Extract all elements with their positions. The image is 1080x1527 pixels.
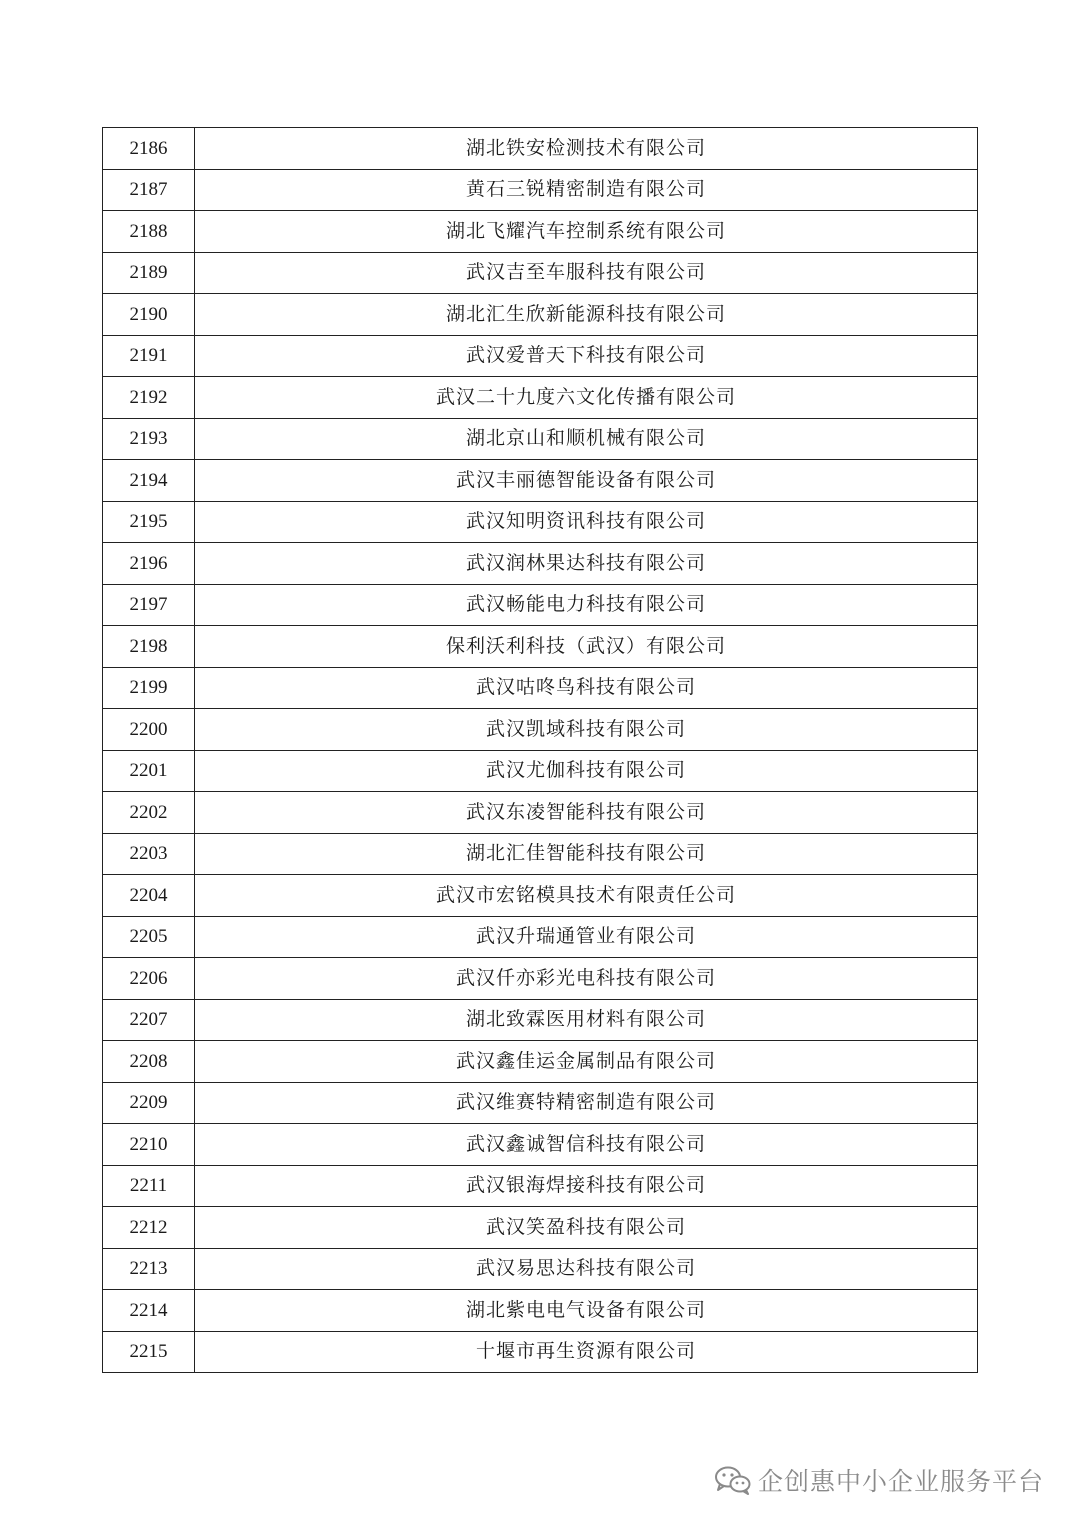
- table-row: [103, 1165, 978, 1207]
- row-number: 2211: [103, 1165, 195, 1207]
- row-number: 2189: [103, 252, 195, 294]
- row-number: 2196: [103, 543, 195, 585]
- row-number: 2200: [103, 709, 195, 751]
- row-number: 2187: [103, 169, 195, 211]
- company-name: 武汉爱普天下科技有限公司: [195, 335, 978, 377]
- row-number: 2206: [103, 958, 195, 1000]
- table-row: [103, 584, 978, 626]
- company-name: 武汉笑盈科技有限公司: [195, 1207, 978, 1249]
- table-row: [103, 543, 978, 585]
- table-row: [103, 211, 978, 253]
- company-name: 武汉丰丽德智能设备有限公司: [195, 460, 978, 502]
- company-name: 湖北汇佳智能科技有限公司: [195, 833, 978, 875]
- row-number: 2207: [103, 999, 195, 1041]
- row-number: 2198: [103, 626, 195, 668]
- table-row: [103, 501, 978, 543]
- company-name: 武汉尤伽科技有限公司: [195, 750, 978, 792]
- watermark-text: 企创惠中小企业服务平台: [757, 1467, 1044, 1496]
- row-number: 2199: [103, 667, 195, 709]
- table-row: [103, 169, 978, 211]
- wechat-icon: [714, 1465, 752, 1495]
- company-name: 武汉凯域科技有限公司: [195, 709, 978, 751]
- row-number: 2201: [103, 750, 195, 792]
- row-number: 2203: [103, 833, 195, 875]
- table-row: [103, 667, 978, 709]
- table-row: [103, 377, 978, 419]
- table-row: [103, 252, 978, 294]
- company-name: 湖北致霖医用材料有限公司: [195, 999, 978, 1041]
- company-list-table: [102, 127, 978, 1373]
- company-name: 湖北铁安检测技术有限公司: [195, 128, 978, 170]
- row-number: 2204: [103, 875, 195, 917]
- row-number: 2192: [103, 377, 195, 419]
- table-row: [103, 335, 978, 377]
- table-row: [103, 1124, 978, 1166]
- table-row: [103, 1331, 978, 1373]
- watermark: [714, 1462, 1044, 1498]
- company-name: 武汉市宏铭模具技术有限责任公司: [195, 875, 978, 917]
- row-number: 2186: [103, 128, 195, 170]
- company-name: 黄石三锐精密制造有限公司: [195, 169, 978, 211]
- row-number: 2194: [103, 460, 195, 502]
- table-row: [103, 418, 978, 460]
- company-name: 武汉易思达科技有限公司: [195, 1248, 978, 1290]
- company-name: 武汉银海焊接科技有限公司: [195, 1165, 978, 1207]
- table-row: [103, 1041, 978, 1083]
- row-number: 2213: [103, 1248, 195, 1290]
- row-number: 2188: [103, 211, 195, 253]
- table-row: [103, 1082, 978, 1124]
- row-number: 2202: [103, 792, 195, 834]
- table-row: [103, 875, 978, 917]
- table-row: [103, 128, 978, 170]
- row-number: 2208: [103, 1041, 195, 1083]
- row-number: 2197: [103, 584, 195, 626]
- company-name: 武汉东凌智能科技有限公司: [195, 792, 978, 834]
- table-row: [103, 626, 978, 668]
- table-row: [103, 999, 978, 1041]
- table-row: [103, 709, 978, 751]
- table-row: [103, 1248, 978, 1290]
- row-number: 2191: [103, 335, 195, 377]
- row-number: 2209: [103, 1082, 195, 1124]
- table-row: [103, 750, 978, 792]
- company-name: 武汉润林果达科技有限公司: [195, 543, 978, 585]
- row-number: 2215: [103, 1331, 195, 1373]
- row-number: 2193: [103, 418, 195, 460]
- company-name: 武汉吉至车服科技有限公司: [195, 252, 978, 294]
- row-number: 2210: [103, 1124, 195, 1166]
- row-number: 2205: [103, 916, 195, 958]
- company-name: 武汉鑫佳运金属制品有限公司: [195, 1041, 978, 1083]
- table-body: [103, 128, 978, 1373]
- table-row: [103, 294, 978, 336]
- table-row: [103, 833, 978, 875]
- row-number: 2190: [103, 294, 195, 336]
- company-name: 武汉畅能电力科技有限公司: [195, 584, 978, 626]
- table-row: [103, 1290, 978, 1332]
- company-name: 湖北紫电电气设备有限公司: [195, 1290, 978, 1332]
- table-row: [103, 792, 978, 834]
- company-name: 湖北汇生欣新能源科技有限公司: [195, 294, 978, 336]
- company-name: 湖北京山和顺机械有限公司: [195, 418, 978, 460]
- company-name: 武汉二十九度六文化传播有限公司: [195, 377, 978, 419]
- table-row: [103, 460, 978, 502]
- company-name: 武汉鑫诚智信科技有限公司: [195, 1124, 978, 1166]
- row-number: 2195: [103, 501, 195, 543]
- row-number: 2214: [103, 1290, 195, 1332]
- company-name: 武汉咕咚鸟科技有限公司: [195, 667, 978, 709]
- table-row: [103, 916, 978, 958]
- company-name: 十堰市再生资源有限公司: [195, 1331, 978, 1373]
- table-row: [103, 958, 978, 1000]
- company-name: 武汉维赛特精密制造有限公司: [195, 1082, 978, 1124]
- company-name: 保利沃利科技（武汉）有限公司: [195, 626, 978, 668]
- row-number: 2212: [103, 1207, 195, 1249]
- company-name: 武汉仟亦彩光电科技有限公司: [195, 958, 978, 1000]
- company-name: 湖北飞耀汽车控制系统有限公司: [195, 211, 978, 253]
- table-row: [103, 1207, 978, 1249]
- company-name: 武汉知明资讯科技有限公司: [195, 501, 978, 543]
- company-name: 武汉升瑞通管业有限公司: [195, 916, 978, 958]
